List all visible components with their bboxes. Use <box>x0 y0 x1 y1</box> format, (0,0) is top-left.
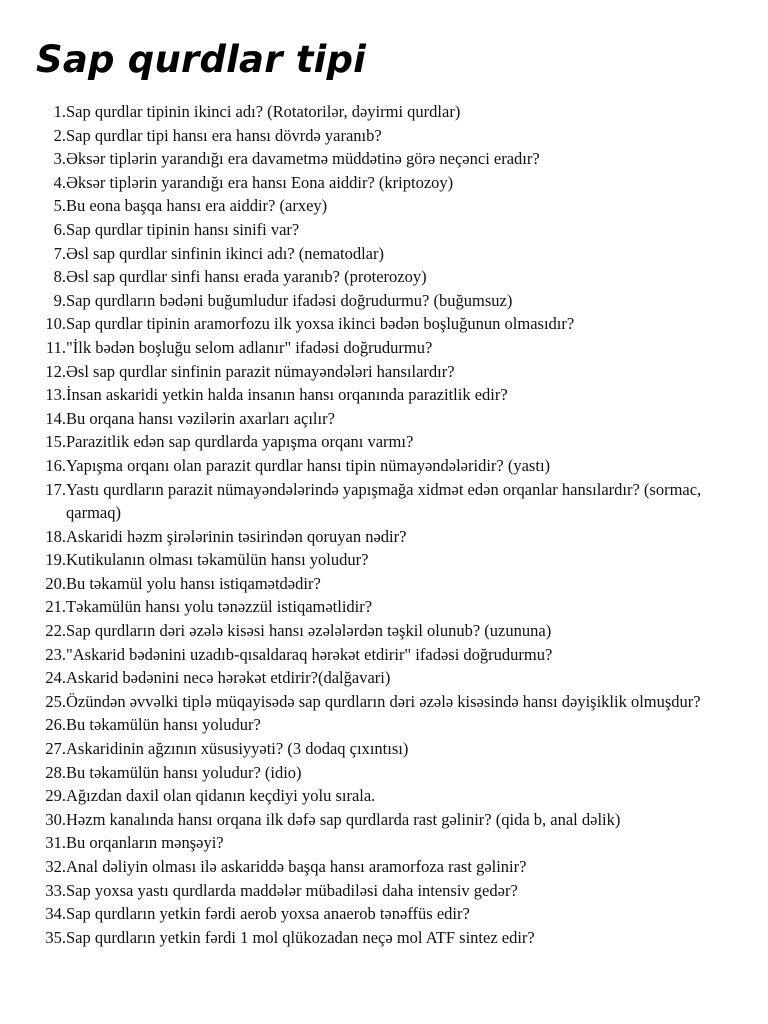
question-text: Sap qurdların yetkin fərdi 1 mol qlükozadan neçə mol ATF sintez edir? <box>66 927 535 947</box>
question-number: 18. <box>45 526 66 546</box>
question-item <box>0 454 768 478</box>
question-number: 21. <box>45 597 66 617</box>
question-list <box>0 100 768 949</box>
question-number: 6. <box>53 219 66 239</box>
question-number: 33. <box>45 880 66 900</box>
question-text: Əsl sap qurdlar sinfi hansı erada yaranıb? (proterozoy) <box>66 267 427 287</box>
question-number: 19. <box>45 550 66 570</box>
page-title: Sap qurdlar tipi <box>36 38 367 81</box>
question-item <box>0 855 768 879</box>
question-item <box>0 312 768 336</box>
question-number: 1. <box>53 102 66 121</box>
question-text: Bu təkamülün hansı yoludur? <box>66 715 261 735</box>
question-item <box>0 595 768 619</box>
question-text: Təkamülün hansı yolu tənəzzül istiqamətlidir? <box>66 597 373 617</box>
question-number: 26. <box>45 715 66 735</box>
question-number: 16. <box>45 455 66 475</box>
question-item <box>0 619 768 643</box>
question-text: Özündən əvvəlki tiplə müqayisədə sap qurdların dəri əzələ kisəsində hansı dəyişiklik olmuşdur? <box>66 691 701 711</box>
question-text: Sap yoxsa yastı qurdlarda maddələr mübadiləsi daha intensiv gedər? <box>66 880 518 900</box>
question-text: Əsl sap qurdlar sinfinin ikinci adı? (nematodlar) <box>66 243 384 263</box>
question-number: 24. <box>45 668 66 688</box>
question-text: Bu eona başqa hansı era aiddir? (arxey) <box>66 196 328 216</box>
question-number: 2. <box>53 125 66 145</box>
question-item <box>0 690 768 714</box>
question-item <box>0 100 768 124</box>
question-text: Ağızdan daxil olan qidanın keçdiyi yolu sırala. <box>66 786 376 806</box>
question-item <box>0 548 768 572</box>
question-number: 17. <box>45 479 66 499</box>
question-number: 31. <box>45 833 66 853</box>
question-text: Əksər tiplərin yarandığı era hansı Eona aiddir? (kriptozoy) <box>66 172 454 192</box>
question-number: 5. <box>53 196 66 216</box>
question-text: Sap qurdların dəri əzələ kisəsi hansı əzələlərdən təşkil olunub? (uzununa) <box>66 621 552 641</box>
question-item <box>0 902 768 926</box>
question-text: Bu təkamül yolu hansı istiqamətdədir? <box>66 573 321 593</box>
question-text: Kutikulanın olması təkamülün hansı yoludur? <box>66 550 369 570</box>
question-number: 3. <box>53 149 66 169</box>
question-item <box>0 430 768 454</box>
question-number: 4. <box>53 172 66 192</box>
question-text: Bu orqana hansı vəzilərin axarları açılır? <box>66 408 335 428</box>
question-text: Sap qurdların bədəni buğumludur ifadəsi doğrudurmu? (buğumsuz) <box>66 290 513 310</box>
question-item <box>0 171 768 195</box>
question-text: Həzm kanalında hansı orqana ilk dəfə sap qurdlarda rast gəlinir? (qida b, anal dəlik) <box>66 809 621 829</box>
question-item <box>0 383 768 407</box>
question-text: "İlk bədən boşluğu selom adlanır" ifadəsi doğrudurmu? <box>66 337 433 357</box>
question-text: Askaridi həzm şirələrinin təsirindən qoruyan nədir? <box>66 526 407 546</box>
question-item <box>0 666 768 690</box>
question-text: Anal dəliyin olması ilə askariddə başqa hansı aramorfoza rast gəlinir? <box>66 857 527 876</box>
question-item <box>0 360 768 384</box>
question-number: 23. <box>45 644 66 664</box>
question-number: 14. <box>45 408 66 428</box>
question-item <box>0 124 768 148</box>
question-item <box>0 831 768 855</box>
question-item <box>0 218 768 242</box>
question-item <box>0 808 768 832</box>
question-item <box>0 265 768 289</box>
question-text: Sap qurdlar tipi hansı era hansı dövrdə yaranıb? <box>66 125 382 145</box>
question-text: Askaridinin ağzının xüsusiyyəti? (3 dodaq çıxıntısı) <box>66 739 409 759</box>
question-text: Bu orqanların mənşəyi? <box>66 833 224 853</box>
question-item <box>0 761 768 785</box>
question-item <box>0 147 768 171</box>
question-item <box>0 713 768 737</box>
question-number: 32. <box>45 857 66 876</box>
question-text: Sap qurdların yetkin fərdi aerob yoxsa anaerob tənəffüs edir? <box>66 904 470 924</box>
question-number: 29. <box>45 786 66 806</box>
question-item <box>0 737 768 761</box>
question-number: 34. <box>45 904 66 924</box>
question-number: 27. <box>45 739 66 759</box>
question-number: 9. <box>53 290 66 310</box>
question-item <box>0 242 768 266</box>
question-number: 22. <box>45 621 66 641</box>
question-text: "Askarid bədənini uzadıb-qısaldaraq hərəkət etdirir" ifadəsi doğrudurmu? <box>66 644 553 664</box>
question-number: 11. <box>45 337 66 357</box>
question-text: İnsan askaridi yetkin halda insanın hansı orqanında parazitlik edir? <box>66 385 508 405</box>
question-number: 35. <box>45 927 66 947</box>
question-item <box>0 478 768 525</box>
question-number: 25. <box>45 691 66 711</box>
question-number: 10. <box>45 314 66 334</box>
question-number: 8. <box>53 267 66 287</box>
question-text: Yastı qurdların parazit nümayəndələrində yapışmağa xidmət edən orqanlar hansılardır? (sormac, qarmaq) <box>66 479 702 523</box>
question-number: 7. <box>53 243 66 263</box>
question-text: Yapışma orqanı olan parazit qurdlar hansı tipin nümayəndələridir? (yastı) <box>66 455 551 475</box>
question-number: 13. <box>45 385 66 405</box>
question-number: 30. <box>45 809 66 829</box>
question-text: Sap qurdlar tipinin ikinci adı? (Rotatorilər, dəyirmi qurdlar) <box>66 102 461 121</box>
question-text: Əsl sap qurdlar sinfinin parazit nümayəndələri hansılardır? <box>66 361 455 381</box>
question-item <box>0 926 768 950</box>
question-item <box>0 572 768 596</box>
question-number: 20. <box>45 573 66 593</box>
question-item <box>0 407 768 431</box>
question-text: Əksər tiplərin yarandığı era davametmə müddətinə görə neçənci eradır? <box>66 149 540 169</box>
question-item <box>0 194 768 218</box>
question-text: Askarid bədənini necə hərəkət etdirir?(dalğavari) <box>66 668 391 688</box>
question-item <box>0 289 768 313</box>
question-item <box>0 643 768 667</box>
question-item <box>0 879 768 903</box>
question-item <box>0 525 768 549</box>
question-number: 28. <box>45 762 66 782</box>
question-item <box>0 336 768 360</box>
question-text: Parazitlik edən sap qurdlarda yapışma orqanı varmı? <box>66 432 414 452</box>
question-text: Bu təkamülün hansı yoludur? (idio) <box>66 762 302 782</box>
question-item <box>0 784 768 808</box>
question-text: Sap qurdlar tipinin hansı sinifi var? <box>66 219 300 239</box>
question-number: 15. <box>45 432 66 452</box>
question-text: Sap qurdlar tipinin aramorfozu ilk yoxsa ikinci bədən boşluğunun olmasıdır? <box>66 314 575 334</box>
question-number: 12. <box>45 361 66 381</box>
